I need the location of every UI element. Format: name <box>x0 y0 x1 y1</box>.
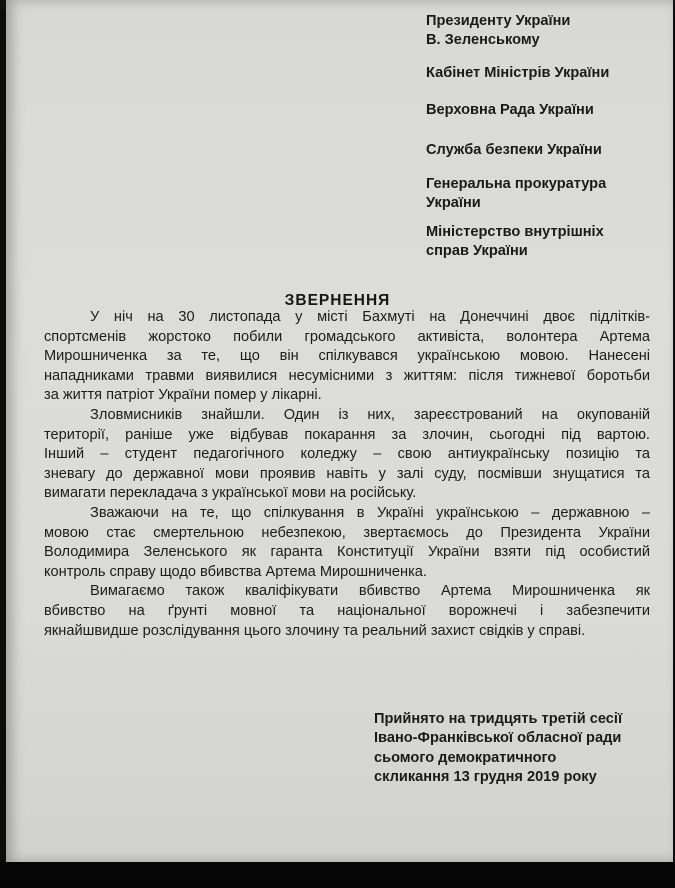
addressee-line: Верховна Рада України <box>426 102 594 118</box>
text-line: Мирошниченка за те, що він спілкувався українською мовою. Нанесені <box>44 348 650 365</box>
signature-line: скликання 13 грудня 2019 року <box>374 769 597 786</box>
text-line: території, раніше уже відбував покарання за злочин, сьогодні під вартою. <box>44 426 650 443</box>
signature-line: Івано-Франківської обласної ради <box>374 730 622 747</box>
text-line: контроль справу щодо вбивства Артема Мирошниченка. <box>44 563 427 580</box>
text-line: спортсменів жорстоко побили громадського активіста, волонтера Артема <box>44 328 650 345</box>
adoption-signature-block <box>374 710 664 788</box>
text-line: якнайшвидше розслідування цього злочину та реальний захист свідків у справі. <box>44 622 586 639</box>
addressee-president <box>426 12 570 50</box>
addressee-line: справ України <box>426 243 528 259</box>
paragraph-4 <box>44 582 650 641</box>
signature-line: сьомого демократичного <box>374 749 557 766</box>
text-line: мовою стає смертельною небезпекою, звертаємось до Президента України <box>44 524 650 541</box>
paragraph-1 <box>44 308 650 406</box>
document-title: ЗВЕРНЕННЯ <box>284 292 391 309</box>
addressee-line: Президенту України <box>426 13 571 29</box>
paragraph-2 <box>44 406 650 504</box>
addressee-interior-ministry <box>426 223 604 261</box>
addressee-line: України <box>426 195 481 211</box>
addressee-line: Кабінет Міністрів України <box>426 65 610 81</box>
text-line: Вимагаємо також кваліфікувати вбивство Артема Мирошниченка як <box>90 583 650 600</box>
addressee-cabinet <box>426 64 609 83</box>
text-line: У ніч на 30 листопада у місті Бахмуті на Донеччині двоє підлітків- <box>90 309 650 325</box>
addressee-line: В. Зеленському <box>426 32 540 48</box>
addressee-rada <box>426 101 594 120</box>
addressee-line: Генеральна прокуратура <box>426 176 607 192</box>
addressee-line: Служба безпеки України <box>426 142 602 158</box>
text-line: за життя патріот України помер у лікарні. <box>44 387 322 404</box>
appeal-body <box>44 308 650 641</box>
addressee-line: Міністерство внутрішніх <box>426 224 604 240</box>
paragraph-3 <box>44 504 650 582</box>
text-line: зневагу до державної мови проявив навіть у залі суду, посмівши знущатися та <box>44 465 650 482</box>
text-line: Володимира Зеленського як гаранта Конституції України взяти під особистий <box>44 544 650 561</box>
text-line: вимагати перекладача з української мови на російську. <box>44 485 417 502</box>
text-line: нападниками травми виявилися несумісними з життям: після тижневої боротьби <box>44 367 650 384</box>
signature-line: Прийнято на тридцять третій сесії <box>374 711 623 727</box>
text-line: Інший – студент педагогічного коледжу – свою антиукраїнську позицію та <box>44 446 650 463</box>
text-line: Зловмисників знайшли. Один із них, зареєстрований на окупованій <box>90 406 650 423</box>
text-line: вбивство на ґрунті мовної та національної ворожнечі і забезпечити <box>44 602 650 619</box>
photo-frame-bottom <box>0 862 675 888</box>
text-line: Зважаючи на те, що спілкування в Україні українською – державною – <box>90 504 650 521</box>
addressee-prosecutor <box>426 175 606 213</box>
addressee-sbu <box>426 141 602 160</box>
